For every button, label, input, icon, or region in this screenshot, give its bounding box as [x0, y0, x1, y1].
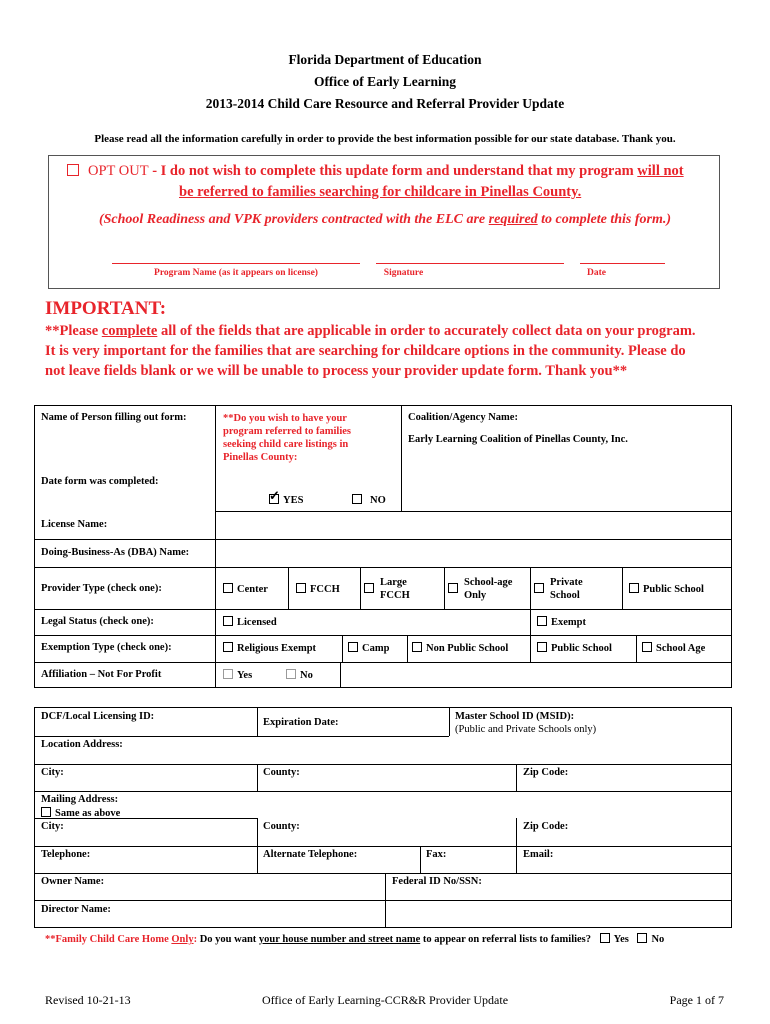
- program-name-line[interactable]: [112, 263, 360, 264]
- family-home-no-checkbox[interactable]: [637, 933, 647, 943]
- referral-no-checkbox[interactable]: [352, 494, 362, 504]
- opt-out-note: [49, 212, 721, 228]
- fcch-checkbox[interactable]: [296, 583, 306, 593]
- licensed-label: Licensed: [237, 617, 277, 628]
- religious-exempt-label: Religious Exempt: [237, 643, 317, 654]
- affiliation-no-checkbox[interactable]: [286, 669, 296, 679]
- fax-label: Fax:: [426, 849, 447, 860]
- footer-center: Office of Early Learning-CCR&R Provider Update: [261, 993, 509, 1007]
- opt-out-line-1: [67, 163, 684, 180]
- telephone-label: Telephone:: [41, 849, 91, 860]
- exempt-public-school-checkbox[interactable]: [537, 642, 547, 652]
- header-line-1: Florida Department of Education: [288, 52, 482, 67]
- dcf-id-label: DCF/Local Licensing ID:: [41, 711, 155, 722]
- opt-out-label: OPT OUT: [88, 163, 149, 179]
- legal-status-licensed[interactable]: [223, 616, 277, 628]
- family-home-prefix: **Family Child Care Home: [45, 934, 172, 945]
- zip-code-label: Zip Code:: [523, 767, 569, 778]
- center-checkbox[interactable]: [223, 583, 233, 593]
- affiliation-yes-label: Yes: [237, 670, 253, 681]
- provider-type-center[interactable]: [223, 583, 268, 595]
- header-line-2: Office of Early Learning: [313, 74, 457, 89]
- same-as-above-checkbox[interactable]: [41, 807, 51, 817]
- msid-label: Master School ID (MSID):: [455, 711, 575, 722]
- fcch-label: FCCH: [310, 584, 340, 595]
- footer-revised: Revised 10-21-13: [45, 993, 131, 1007]
- mailing-zip-code-label: Zip Code:: [523, 821, 569, 832]
- coalition-value: Early Learning Coalition of Pinellas County, Inc.: [408, 434, 628, 445]
- exemption-non-public-school[interactable]: [412, 642, 508, 654]
- county-label: County:: [263, 767, 300, 778]
- mailing-county-label: County:: [263, 821, 300, 832]
- program-name-label: Program Name (as it appears on license): [154, 268, 318, 278]
- exemption-camp[interactable]: [348, 642, 389, 654]
- school-age-checkbox[interactable]: [448, 583, 458, 593]
- date-line[interactable]: [580, 263, 665, 264]
- exemption-school-age[interactable]: [642, 642, 705, 654]
- same-as-above-label: Same as above: [55, 808, 121, 819]
- school-age-exempt-label: School Age: [656, 643, 706, 654]
- family-home-question: [45, 933, 664, 945]
- public-school-checkbox[interactable]: [629, 583, 639, 593]
- provider-type-label: Provider Type (check one):: [41, 583, 162, 594]
- exempt-checkbox[interactable]: [537, 616, 547, 626]
- referral-no-option[interactable]: [352, 494, 386, 506]
- provider-info-table: [34, 405, 732, 688]
- opt-out-text-a: - I do not wish to complete this update form and understand that my program: [148, 163, 638, 179]
- email-label: Email:: [523, 849, 554, 860]
- provider-type-public-school[interactable]: [629, 583, 704, 595]
- opt-out-checkbox[interactable]: [67, 164, 79, 176]
- non-public-school-checkbox[interactable]: [412, 642, 422, 652]
- non-public-school-label: Non Public School: [426, 643, 509, 654]
- signature-label: Signature: [383, 268, 424, 278]
- header-line-3: 2013-2014 Child Care Resource and Referral Provider Update: [205, 96, 565, 111]
- important-line-1-a: **Please: [45, 323, 102, 339]
- family-home-only: Only: [171, 934, 194, 945]
- signature-line[interactable]: [376, 263, 564, 264]
- city-label: City:: [41, 767, 64, 778]
- important-line-1: [45, 323, 696, 340]
- family-home-text-b: your house number and street name: [258, 934, 421, 945]
- exemption-type-label: Exemption Type (check one):: [41, 642, 172, 653]
- opt-out-note-a: (School Readiness and VPK providers contracted with the ELC are: [98, 212, 489, 227]
- affiliation-yes-checkbox[interactable]: [223, 669, 233, 679]
- referral-yes-label: YES: [283, 495, 304, 506]
- date-label: Date: [587, 268, 606, 278]
- large-fcch-checkbox[interactable]: [364, 583, 374, 593]
- expiration-date-label: Expiration Date:: [263, 717, 339, 728]
- important-line-1-b: complete: [101, 323, 158, 339]
- school-age-label: School-age Only: [464, 577, 513, 601]
- dba-name-label: Doing-Business-As (DBA) Name:: [41, 547, 190, 558]
- private-school-checkbox[interactable]: [534, 583, 544, 593]
- exemption-public-school[interactable]: [537, 642, 612, 654]
- camp-label: Camp: [362, 643, 390, 654]
- person-filling-label: Name of Person filling out form:: [41, 412, 187, 423]
- instructions: Please read all the information carefully in order to provide the best information possible for our state database. Thank you.: [94, 133, 676, 145]
- legal-status-label: Legal Status (check one):: [41, 616, 154, 627]
- federal-id-label: Federal ID No/SSN:: [392, 876, 482, 887]
- large-fcch-label: Large FCCH: [380, 577, 410, 601]
- coalition-label: Coalition/Agency Name:: [408, 412, 518, 423]
- family-home-colon: :: [193, 934, 198, 945]
- important-title: IMPORTANT:: [45, 298, 167, 319]
- family-home-text-c: to appear on referral lists to families?: [420, 934, 592, 945]
- family-home-yes-label: Yes: [613, 934, 629, 945]
- affiliation-no-label: No: [300, 670, 313, 681]
- footer-page-number: Page 1 of 7: [669, 993, 724, 1007]
- opt-out-note-c: to complete this form.): [537, 212, 672, 227]
- same-as-above-option[interactable]: [41, 807, 120, 819]
- important-line-3: not leave fields blank or we will be unable to process your provider update form. Thank you**: [45, 363, 628, 379]
- important-line-2: It is very important for the families that are searching for childcare options in the community. Please do: [45, 343, 686, 359]
- opt-out-box: [48, 155, 720, 289]
- provider-type-large-fcch[interactable]: [364, 576, 442, 602]
- private-school-label: Private School: [550, 577, 583, 601]
- director-name-label: Director Name:: [41, 904, 111, 915]
- alt-telephone-label: Alternate Telephone:: [263, 849, 358, 860]
- opt-out-text-b: will not: [637, 163, 684, 179]
- provider-type-private-school[interactable]: [534, 576, 620, 602]
- license-name-label: License Name:: [41, 519, 108, 530]
- provider-type-fcch[interactable]: [296, 583, 340, 595]
- referral-question: **Do you wish to have your program referred to families seeking child care listings in Pinellas County:: [223, 413, 351, 463]
- center-label: Center: [237, 584, 268, 595]
- msid-note: (Public and Private Schools only): [455, 724, 597, 735]
- family-home-yes-checkbox[interactable]: [600, 933, 610, 943]
- location-address-label: Location Address:: [41, 739, 123, 750]
- exemption-religious[interactable]: [223, 642, 316, 654]
- family-home-text-a: Do you want: [197, 934, 259, 945]
- religious-exempt-checkbox[interactable]: [223, 642, 233, 652]
- mailing-address-label: Mailing Address:: [41, 794, 119, 805]
- opt-out-note-b: required: [488, 212, 538, 227]
- exempt-public-school-label: Public School: [551, 643, 612, 654]
- location-info-table: [34, 707, 732, 928]
- affiliation-yes[interactable]: [223, 669, 252, 681]
- provider-type-school-age[interactable]: [448, 576, 528, 602]
- referral-yes-checkbox[interactable]: [269, 494, 279, 504]
- affiliation-label: Affiliation – Not For Profit: [41, 669, 162, 680]
- family-home-no-label: No: [651, 934, 665, 945]
- camp-checkbox[interactable]: [348, 642, 358, 652]
- owner-name-label: Owner Name:: [41, 876, 105, 887]
- legal-status-exempt[interactable]: [537, 616, 586, 628]
- family-home-no-option[interactable]: [637, 934, 664, 945]
- important-line-1-c: all of the fields that are applicable in order to accurately collect data on your program.: [157, 323, 696, 339]
- public-school-label: Public School: [643, 584, 704, 595]
- affiliation-no[interactable]: [286, 669, 313, 681]
- referral-yes-option[interactable]: [269, 494, 303, 506]
- exempt-label: Exempt: [551, 617, 586, 628]
- referral-no-label: NO: [370, 495, 386, 506]
- family-home-yes-option[interactable]: [600, 934, 629, 945]
- mailing-city-label: City:: [41, 821, 64, 832]
- opt-out-text-c: be referred to families searching for childcare in Pinellas County.: [179, 184, 582, 200]
- date-completed-label: Date form was completed:: [41, 476, 159, 487]
- school-age-exempt-checkbox[interactable]: [642, 642, 652, 652]
- licensed-checkbox[interactable]: [223, 616, 233, 626]
